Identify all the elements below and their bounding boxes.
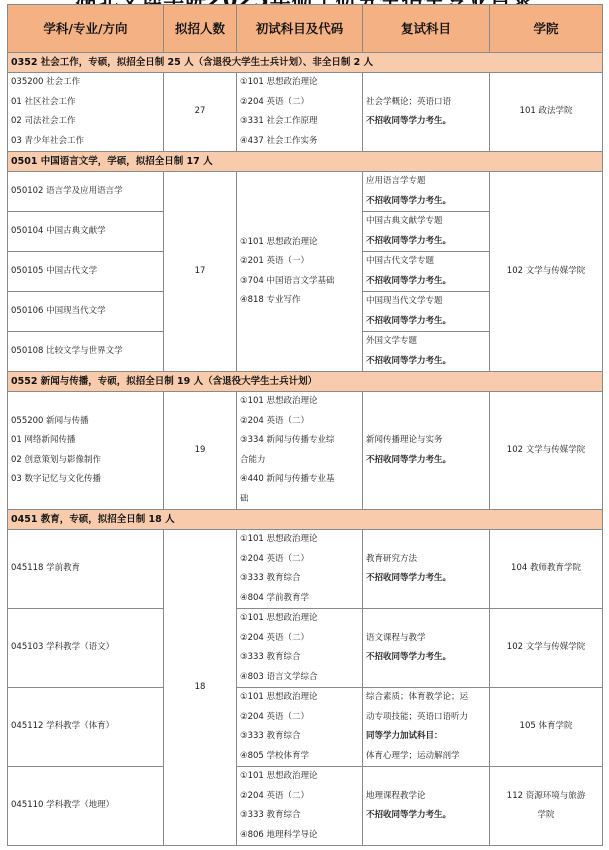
retest-line: 中国现当代文学专题 — [366, 296, 443, 306]
major-cell: 045112 学科教学（体育） — [8, 688, 164, 767]
major-line: 02 创意策划与影像制作 — [11, 454, 102, 465]
section-header — [8, 372, 603, 392]
retest-line: 新闻传播理论与实务 — [366, 435, 443, 445]
count-cell: 18 — [164, 530, 237, 846]
exam-line: ④805 学校体育学 — [240, 750, 310, 761]
major-line: 01 网络新闻传播 — [11, 435, 76, 445]
exam-line: ②204 英语（二） — [240, 96, 310, 107]
school-cell: 102 文学与传媒学院 — [490, 392, 603, 510]
exam-line: ②204 英语（二） — [240, 415, 310, 426]
table-row — [8, 172, 603, 212]
major-cell: 050102 语言学及应用语言学 — [8, 172, 164, 212]
retest-line: 教育研究方法 — [366, 553, 418, 564]
major-line: 055200 新闻与传播 — [11, 415, 89, 426]
count-cell: 17 — [164, 172, 237, 372]
retest-cell — [363, 392, 490, 510]
retest-cell — [363, 609, 490, 688]
section-title: 0451 教育，专硕，拟招全日制 18 人 — [8, 510, 603, 530]
no-equiv-note: 不招收同等学力考生。 — [366, 454, 452, 465]
exam-line: ③333 教育综合 — [240, 652, 301, 662]
no-equiv-note: 不招收同等学力考生。 — [366, 195, 452, 206]
exam-line: ①101 思想政治理论 — [240, 771, 318, 781]
exam-cell — [237, 530, 363, 609]
major-line: 03 数字记忆与文化传播 — [11, 474, 102, 484]
retest-line: 中国古典文献学专题 — [366, 216, 443, 226]
retest-line: 外国文学专题 — [366, 336, 418, 346]
school-cell — [490, 609, 603, 688]
exam-line: ④437 社会工作实务 — [240, 135, 318, 146]
col-header-count: 拟招人数 — [164, 5, 237, 53]
table-row — [8, 73, 603, 152]
major-cell: 045110 学科教学（地理） — [8, 767, 164, 846]
no-equiv-note: 不招收同等学力考生。 — [366, 116, 452, 126]
equiv-extra-subjects: 体育心理学；运动解剖学 — [366, 750, 460, 761]
exam-line: ②201 英语（一） — [240, 256, 310, 266]
exam-line: ①101 思想政治理论 — [240, 613, 318, 623]
table-row — [8, 392, 603, 510]
retest-cell — [363, 332, 490, 372]
retest-line: 中国古代文学专题 — [366, 256, 435, 266]
col-header-exam: 初试科目及代码 — [237, 5, 363, 53]
retest-cell — [363, 252, 490, 292]
no-equiv-note: 不招收同等学力考生。 — [366, 573, 452, 583]
exam-line: ③333 教育综合 — [240, 731, 301, 741]
no-equiv-note: 不招收同等学力考生。 — [366, 235, 452, 246]
exam-line: ④440 新闻与传播专业基 — [240, 474, 335, 484]
table-row — [8, 530, 603, 609]
retest-cell — [363, 292, 490, 332]
exam-line: ②204 英语（二） — [240, 553, 310, 564]
exam-line: ④818 专业写作 — [240, 295, 301, 305]
retest-cell — [363, 530, 490, 609]
exam-line: ③333 教育综合 — [240, 573, 301, 583]
major-cell: 050108 比较文学与世界文学 — [8, 332, 164, 372]
section-header — [8, 53, 603, 73]
school-cell: 101 政法学院 — [490, 73, 603, 152]
major-cell — [8, 392, 164, 510]
exam-line: ③331 社会工作原理 — [240, 116, 318, 126]
school-line: 学院 — [537, 810, 555, 820]
major-cell: 050105 中国古代文学 — [8, 252, 164, 292]
exam-line: ①101 思想政治理论 — [240, 534, 318, 544]
school-line: 105 体育学院 — [519, 721, 573, 732]
exam-line: ①101 思想政治理论 — [240, 236, 318, 247]
table-row — [8, 609, 603, 688]
exam-line: ②204 英语（二） — [240, 632, 310, 643]
no-equiv-note: 不招收同等学力考生。 — [366, 810, 452, 820]
exam-cell — [237, 767, 363, 846]
retest-cell — [363, 73, 490, 152]
exam-line: ④804 学前教育学 — [240, 592, 310, 603]
major-cell: 050106 中国现当代文学 — [8, 292, 164, 332]
major-cell — [8, 73, 164, 152]
exam-line: ①101 思想政治理论 — [240, 692, 318, 702]
retest-cell — [363, 212, 490, 252]
school-line: 102 文学与传媒学院 — [506, 642, 586, 653]
exam-cell — [237, 172, 363, 372]
exam-line: ④803 语言文学综合 — [240, 671, 318, 682]
no-equiv-note: 不招收同等学力考生。 — [366, 355, 452, 366]
no-equiv-note: 不招收同等学力考生。 — [366, 275, 452, 286]
retest-cell — [363, 767, 490, 846]
major-cell: 050104 中国古典文献学 — [8, 212, 164, 252]
col-header-major: 学科/专业/方向 — [8, 5, 164, 53]
major-line: 01 社区社会工作 — [11, 96, 76, 107]
col-header-retest: 复试科目 — [363, 5, 490, 53]
exam-cell — [237, 609, 363, 688]
section-header — [8, 152, 603, 172]
count-cell: 27 — [164, 73, 237, 152]
retest-line: 地理课程教学论 — [366, 790, 426, 801]
section-title: 0352 社会工作，专硕，拟招全日制 25 人（含退役大学生士兵计划）、非全日制 2 人 — [8, 53, 603, 73]
exam-line: 合能力 — [240, 454, 266, 465]
school-line: 104 教师教育学院 — [511, 563, 581, 574]
admission-table — [7, 4, 603, 846]
exam-cell — [237, 392, 363, 510]
exam-line: ②204 英语（二） — [240, 711, 310, 722]
school-cell: 102 文学与传媒学院 — [490, 172, 603, 372]
exam-cell — [237, 73, 363, 152]
retest-line: 语文课程与教学 — [366, 632, 426, 643]
section-header — [8, 510, 603, 530]
retest-line: 动专项技能；英语口语听力 — [366, 711, 469, 722]
count-cell: 19 — [164, 392, 237, 510]
retest-cell — [363, 688, 490, 767]
no-equiv-note: 不招收同等学力考生。 — [366, 652, 452, 662]
section-title: 0501 中国语言文学，学硕，拟招全日制 17 人 — [8, 152, 603, 172]
table-row — [8, 767, 603, 846]
major-cell: 045103 学科教学（语文） — [8, 609, 164, 688]
exam-cell — [237, 688, 363, 767]
school-cell — [490, 530, 603, 609]
exam-line: ②204 英语（二） — [240, 790, 310, 801]
school-cell — [490, 767, 603, 846]
equiv-extra-title: 同等学力加试科目： — [366, 731, 443, 741]
table-row — [8, 688, 603, 767]
retest-line: 综合素质；体育教学论；运 — [366, 692, 469, 702]
exam-line: 础 — [240, 493, 249, 504]
major-cell: 045118 学前教育 — [8, 530, 164, 609]
header-row — [8, 5, 603, 53]
exam-line: ①101 思想政治理论 — [240, 77, 318, 87]
col-header-school: 学院 — [490, 5, 603, 53]
major-line: 03 青少年社会工作 — [11, 135, 85, 146]
exam-line: ③333 教育综合 — [240, 810, 301, 820]
retest-line: 应用语言学专题 — [366, 176, 426, 186]
retest-line: 社会学概论；英语口语 — [366, 96, 452, 107]
exam-line: ④806 地理科学导论 — [240, 829, 318, 840]
school-line: 112 资源环境与旅游 — [506, 790, 586, 801]
exam-line: ①101 思想政治理论 — [240, 396, 318, 406]
major-line: 035200 社会工作 — [11, 77, 81, 87]
exam-line: ③704 中国语言文学基础 — [240, 275, 335, 286]
major-line: 02 司法社会工作 — [11, 116, 76, 126]
no-equiv-note: 不招收同等学力考生。 — [366, 315, 452, 326]
section-title: 0552 新闻与传播，专硕，拟招全日制 19 人（含退役大学生士兵计划） — [8, 372, 603, 392]
retest-cell — [363, 172, 490, 212]
school-cell — [490, 688, 603, 767]
exam-line: ③334 新闻与传播专业综 — [240, 435, 335, 445]
